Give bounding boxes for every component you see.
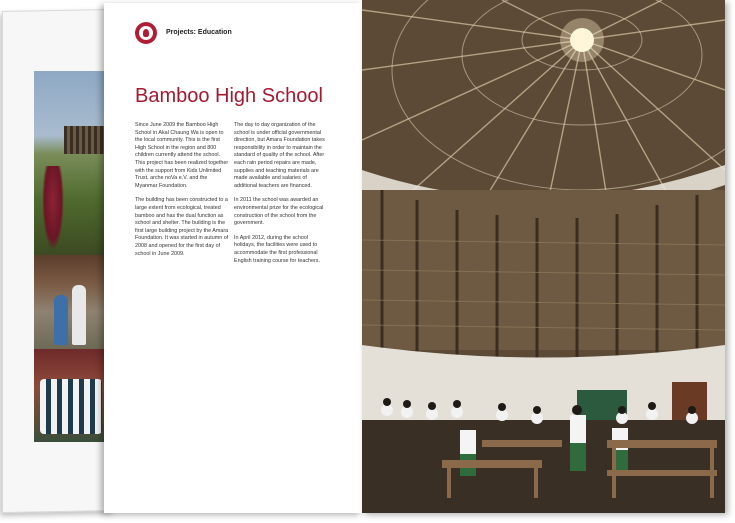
paragraph: The day to day organization of the school is under official governmental direction, but Amara Foundation takes responsibility in order to maintain the standard of quality of the school. After each rain period repairs are made, supplies and teaching materials are made available and salaries of additional teachers are financed. [234,122,325,189]
paragraph: In 2011 the school was awarded an environmental prize for the ecological construction of the school from the government. [234,197,324,227]
paragraph: In April 2012, during the school holidays, the facilities were used to accommodate the first professional English training course for teachers. [234,234,320,264]
student-figure [54,295,68,345]
paragraph: The building has been constructed to a large extent from ecological, treated bamboo and has the dual function as school and shelter. The building is the first large building project by the Amara Foundation. It was started in autumn of 2008 and opened for the first day of school in June 2009. [135,197,229,257]
paragraph: Since June 2009 the Bamboo High School in Akal Chaung Wa is open to the local community. This is the first High School in the region and 800 children currently attend the school. This project has been realized together with the support from Kids Unlimited Trust, arche noVa e.V. and the Myanmar Foundation. [135,122,229,189]
page-title: Bamboo High School [135,85,323,107]
left-page [104,3,362,513]
students-row-shape [40,379,102,434]
students-uniform-row-photo [34,349,106,442]
section-label: Projects: Education [166,29,232,36]
amara-foundation-logo-icon [135,22,157,44]
student-figure [72,285,86,345]
classroom-illustration [362,0,725,513]
students-standing-photo [34,255,106,349]
side-photo-strip [34,71,106,442]
bamboo-roof-classroom-photo [362,0,725,513]
hut-shape [64,126,104,154]
village-field-photo [34,71,106,255]
text-column-1 [135,122,231,265]
red-plant-shape [42,166,64,251]
text-column-2 [234,122,330,272]
